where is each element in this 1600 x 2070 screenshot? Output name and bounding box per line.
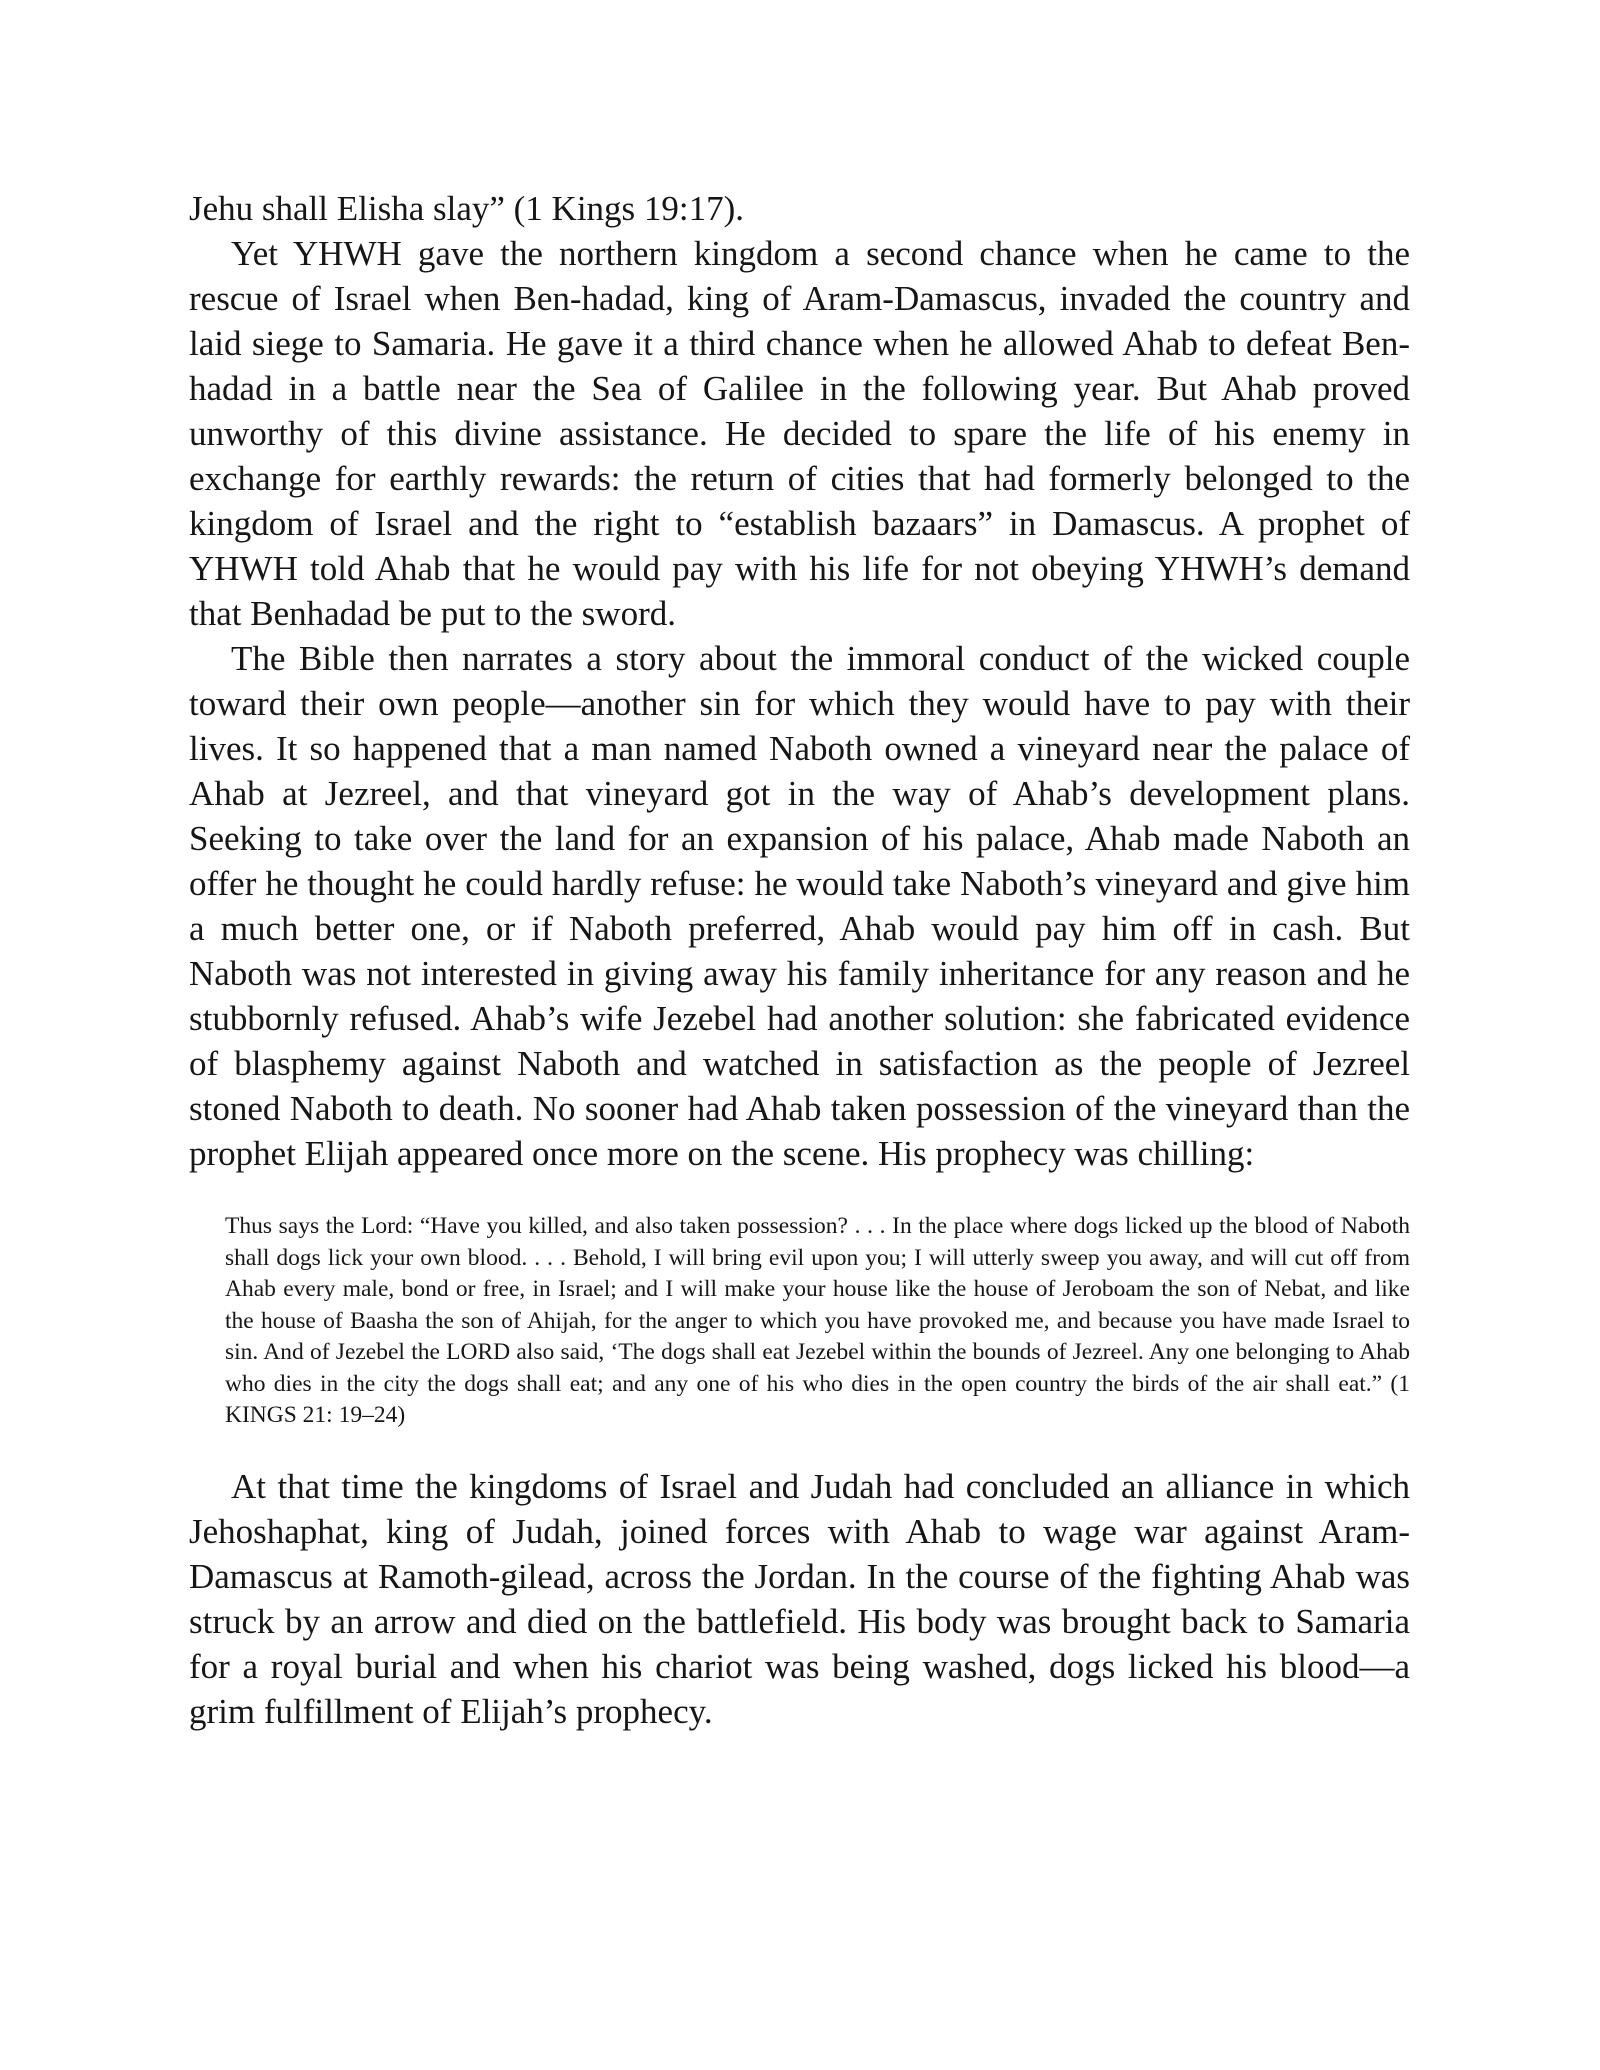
body-text-before-quote [189, 186, 1410, 1176]
block-quote: Thus says the Lord: “Have you killed, and also taken possession? . . . In the place where dogs licked up the blood of Naboth shall dogs lick your own blood. . . . Behold, I will bring evil upon you; I will utterly sweep you away, and will cut off from Ahab every male, bond or free, in Israel; and I will make your house like the house of Jeroboam the son of Nebat, and like the house of Baasha the son of Ahijah, for the anger to which you have provoked me, and because you have made Israel to sin. And of Jezebel the LORD also said, ‘The dogs shall eat Jezebel within the bounds of Jezreel. Any one belonging to Ahab who dies in the city the dogs shall eat; and any one of his who dies in the open country the birds of the air shall eat.” (1 KINGS 21: 19–24) [225, 1213, 1410, 1428]
document-page [189, 186, 1410, 1734]
body-text-after-quote [189, 1464, 1410, 1734]
paragraph-2: Yet YHWH gave the northern kingdom a second chance when he came to the rescue of Israel when Ben-hadad, king of Aram-Damascus, invaded the country and laid siege to Samaria. He gave it a third chance when he allowed Ahab to defeat Ben-hadad in a battle near the Sea of Galilee in the following year. But Ahab proved unworthy of this divine assistance. He decided to spare the life of his enemy in exchange for earthly rewards: the return of cities that had formerly belonged to the kingdom of Israel and the right to “establish bazaars” in Damascus. A prophet of YHWH told Ahab that he would pay with his life for not obeying YHWH’s demand that Benhadad be put to the sword. [189, 234, 1410, 633]
paragraph-1: Jehu shall Elisha slay” (1 Kings 19:17). [189, 189, 745, 228]
paragraph-3: The Bible then narrates a story about the immoral conduct of the wicked couple toward their own people—another sin for which they would have to pay with their lives. It so happened that a man named Naboth owned a vineyard near the palace of Ahab at Jezreel, and that vineyard got in the way of Ahab’s development plans. Seeking to take over the land for an expansion of his palace, Ahab made Naboth an offer he thought he could hardly refuse: he would take Naboth’s vineyard and give him a much better one, or if Naboth preferred, Ahab would pay him off in cash. But Naboth was not interested in giving away his family inheritance for any reason and he stubbornly refused. Ahab’s wife Jezebel had another solution: she fabricated evidence of blasphemy against Naboth and watched in satisfaction as the people of Jezreel stoned Naboth to death. No sooner had Ahab taken possession of the vineyard than the prophet Elijah appeared once more on the scene. His prophecy was chilling: [189, 639, 1410, 1173]
paragraph-4: At that time the kingdoms of Israel and Judah had concluded an alliance in which Jehoshaphat, king of Judah, joined forces with Ahab to wage war against Aram-Damascus at Ramoth-gilead, across the Jordan. In the course of the fighting Ahab was struck by an arrow and died on the battlefield. His body was brought back to Samaria for a royal burial and when his chariot was being washed, dogs licked his blood—a grim fulfillment of Elijah’s prophecy. [189, 1466, 1410, 1731]
